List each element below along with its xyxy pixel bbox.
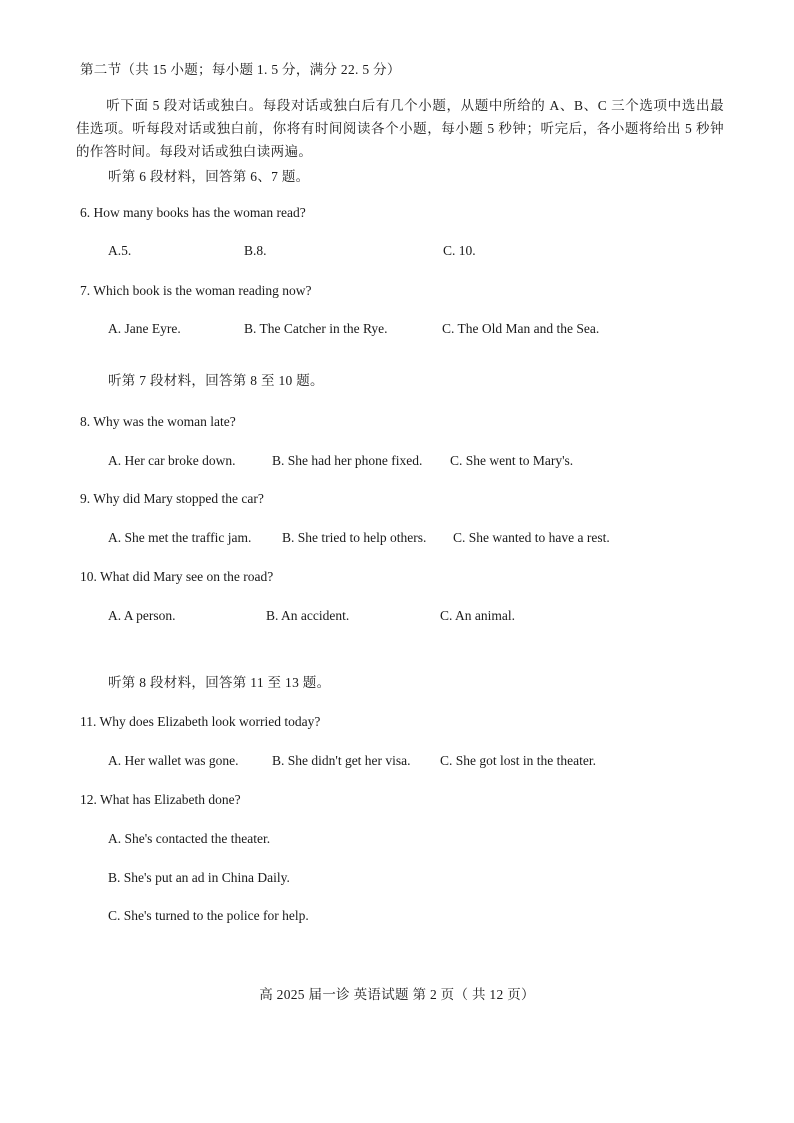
question-10-option-a: A. A person. (108, 608, 176, 623)
question-8-option-b: B. She had her phone fixed. (272, 453, 423, 468)
question-8-option-a: A. Her car broke down. (108, 453, 236, 468)
question-7-option-a: A. Jane Eyre. (108, 321, 181, 336)
question-7-option-b: B. The Catcher in the Rye. (244, 321, 388, 336)
question-12-option-a: A. She's contacted the theater. (108, 831, 271, 846)
question-10-option-c: C. An animal. (440, 608, 515, 623)
question-7-option-c: C. The Old Man and the Sea. (442, 321, 600, 336)
section-header: 第二节（共 15 小题；每小题 1. 5 分，满分 22. 5 分） (80, 62, 401, 77)
question-9-option-a: A. She met the traffic jam. (108, 530, 252, 545)
question-9-option-b: B. She tried to help others. (282, 530, 427, 545)
question-11-option-b: B. She didn't get her visa. (272, 753, 411, 768)
question-12-stem: 12. What has Elizabeth done? (80, 792, 241, 807)
question-9-stem: 9. Why did Mary stopped the car? (80, 491, 264, 506)
question-6-option-a: A.5. (108, 243, 132, 258)
question-6-option-b: B.8. (244, 243, 267, 258)
question-11-stem: 11. Why does Elizabeth look worried today? (80, 714, 321, 729)
question-6-option-c: C. 10. (443, 243, 476, 258)
question-11-option-a: A. Her wallet was gone. (108, 753, 239, 768)
question-6-stem: 6. How many books has the woman read? (80, 205, 306, 220)
group-intro-6-7: 听第 6 段材料，回答第 6、7 题。 (108, 169, 310, 184)
question-10-option-b: B. An accident. (266, 608, 350, 623)
group-intro-11-13: 听第 8 段材料，回答第 11 至 13 题。 (108, 675, 331, 690)
question-8-stem: 8. Why was the woman late? (80, 414, 236, 429)
group-intro-8-10: 听第 7 段材料，回答第 8 至 10 题。 (108, 373, 324, 388)
question-10-stem: 10. What did Mary see on the road? (80, 569, 274, 584)
question-11-option-c: C. She got lost in the theater. (440, 753, 596, 768)
question-8-option-c: C. She went to Mary's. (450, 453, 574, 468)
question-12-option-b: B. She's put an ad in China Daily. (108, 870, 290, 885)
instructions-paragraph (76, 94, 724, 163)
page-footer: 高 2025 届一诊 英语试题 第 2 页（ 共 12 页） (259, 987, 535, 1002)
question-12-option-c: C. She's turned to the police for help. (108, 908, 309, 923)
question-7-stem: 7. Which book is the woman reading now? (80, 283, 312, 298)
question-9-option-c: C. She wanted to have a rest. (453, 530, 610, 545)
instructions-text: 听下面 5 段对话或独白。每段对话或独白后有几个小题，从题中所给的 A、B、C 三个选项中选出最佳选项。听每段对话或独白前，你将有时间阅读各个小题，每小题 5 秒钟；听完后，各小题将给出 5 秒钟的作答时间。每段对话或独白读两遍。 (76, 98, 724, 159)
